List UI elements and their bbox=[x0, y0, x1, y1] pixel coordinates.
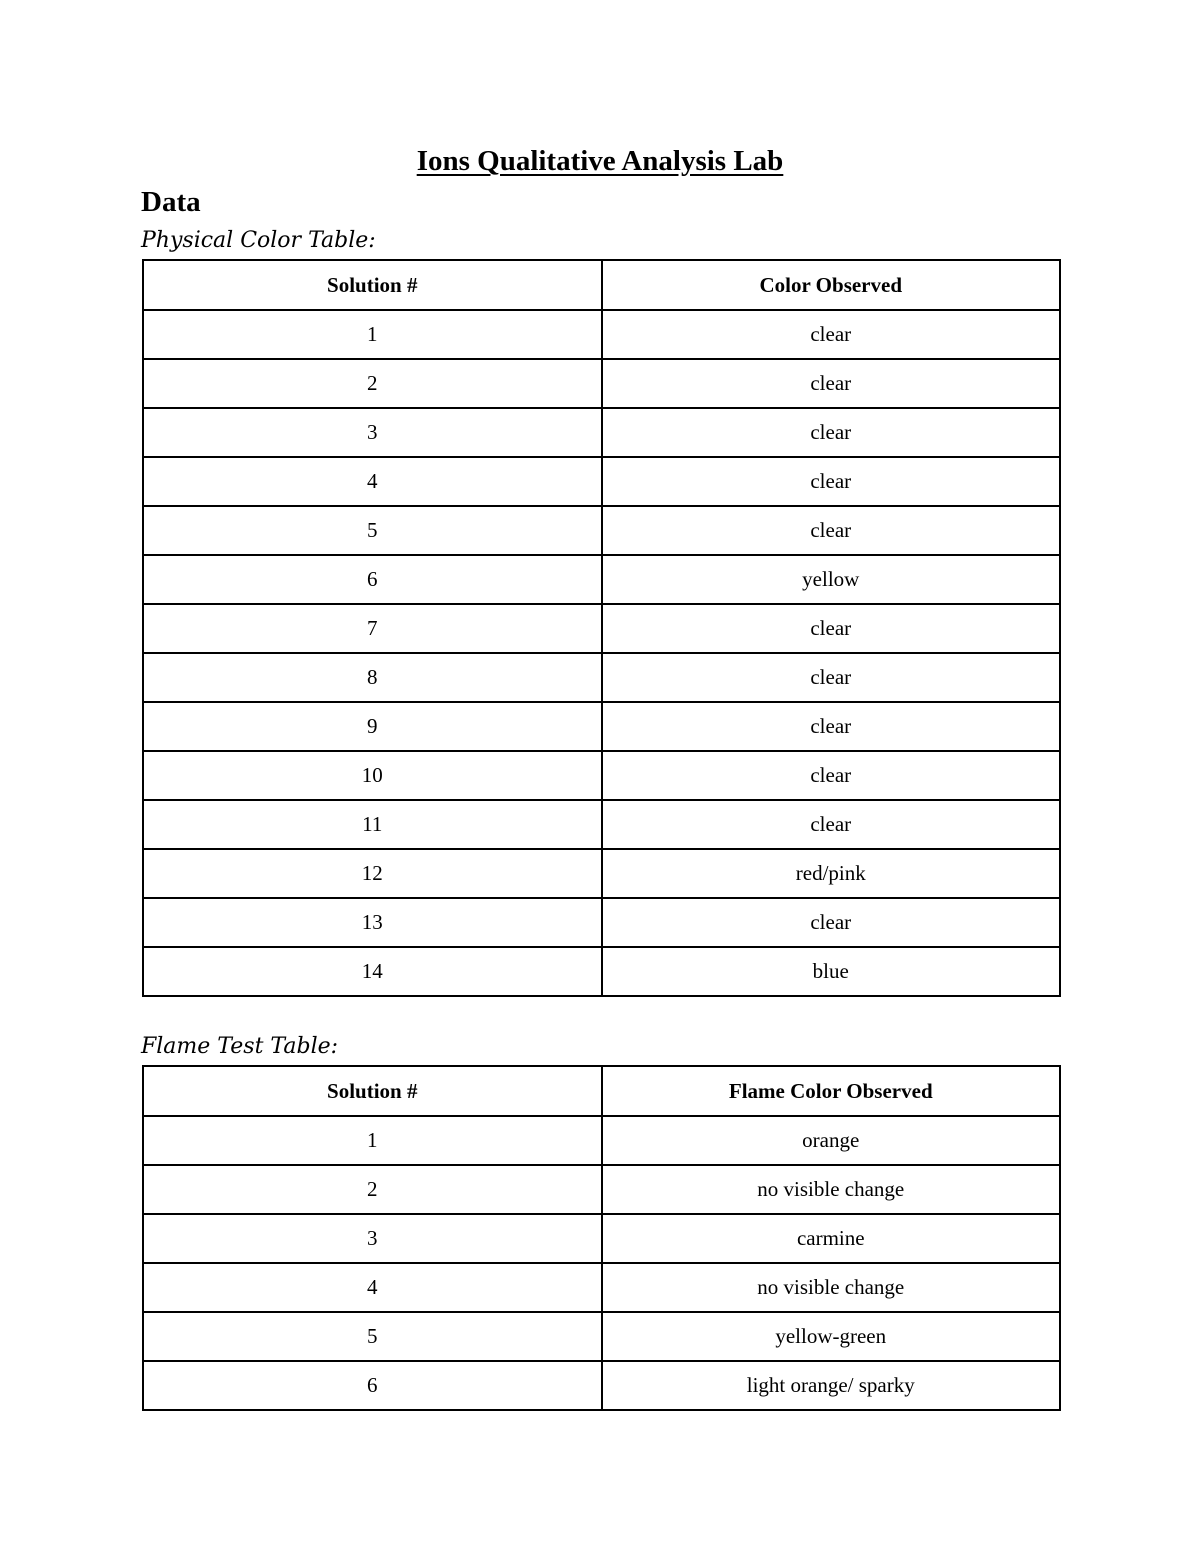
physical-color-table-caption: Physical Color Table: bbox=[141, 228, 376, 253]
solution-number-cell: 11 bbox=[143, 800, 602, 849]
solution-number-cell: 6 bbox=[143, 555, 602, 604]
table-row bbox=[143, 947, 1060, 996]
solution-number-cell: 12 bbox=[143, 849, 602, 898]
table-row bbox=[143, 653, 1060, 702]
solution-number-cell: 8 bbox=[143, 653, 602, 702]
color-observed-cell: clear bbox=[602, 359, 1061, 408]
color-observed-cell: clear bbox=[602, 457, 1061, 506]
solution-number-cell: 6 bbox=[143, 1361, 602, 1410]
table-row bbox=[143, 1116, 1060, 1165]
table-header-row bbox=[143, 260, 1060, 310]
table-row bbox=[143, 604, 1060, 653]
color-observed-cell: clear bbox=[602, 604, 1061, 653]
table-row bbox=[143, 702, 1060, 751]
solution-number-cell: 7 bbox=[143, 604, 602, 653]
table-row bbox=[143, 555, 1060, 604]
solution-number-cell: 5 bbox=[143, 506, 602, 555]
flame-color-cell: no visible change bbox=[602, 1165, 1061, 1214]
color-observed-cell: clear bbox=[602, 800, 1061, 849]
table-row bbox=[143, 1214, 1060, 1263]
table-row bbox=[143, 457, 1060, 506]
color-observed-cell: clear bbox=[602, 653, 1061, 702]
flame-test-table-caption: Flame Test Table: bbox=[141, 1034, 339, 1059]
table-row bbox=[143, 1165, 1060, 1214]
table-row bbox=[143, 898, 1060, 947]
color-observed-cell: red/pink bbox=[602, 849, 1061, 898]
solution-number-cell: 3 bbox=[143, 1214, 602, 1263]
solution-number-cell: 10 bbox=[143, 751, 602, 800]
table-row bbox=[143, 849, 1060, 898]
solution-number-cell: 4 bbox=[143, 457, 602, 506]
color-observed-cell: clear bbox=[602, 506, 1061, 555]
solution-number-cell: 2 bbox=[143, 1165, 602, 1214]
section-heading-data: Data bbox=[141, 186, 201, 218]
table-row bbox=[143, 310, 1060, 359]
column-header-color-observed: Color Observed bbox=[602, 260, 1061, 310]
column-header-solution: Solution # bbox=[143, 1066, 602, 1116]
solution-number-cell: 1 bbox=[143, 1116, 602, 1165]
document-title: Ions Qualitative Analysis Lab bbox=[416, 145, 784, 177]
column-header-flame-color-observed: Flame Color Observed bbox=[602, 1066, 1061, 1116]
table-row bbox=[143, 800, 1060, 849]
flame-test-table bbox=[142, 1065, 1061, 1411]
table-row bbox=[143, 408, 1060, 457]
color-observed-cell: clear bbox=[602, 408, 1061, 457]
flame-color-cell: light orange/ sparky bbox=[602, 1361, 1061, 1410]
flame-color-cell: no visible change bbox=[602, 1263, 1061, 1312]
table-row bbox=[143, 359, 1060, 408]
table-row bbox=[143, 1361, 1060, 1410]
color-observed-cell: blue bbox=[602, 947, 1061, 996]
table-row bbox=[143, 751, 1060, 800]
solution-number-cell: 9 bbox=[143, 702, 602, 751]
solution-number-cell: 1 bbox=[143, 310, 602, 359]
table-row bbox=[143, 1263, 1060, 1312]
table-row bbox=[143, 506, 1060, 555]
color-observed-cell: yellow bbox=[602, 555, 1061, 604]
solution-number-cell: 2 bbox=[143, 359, 602, 408]
flame-color-cell: carmine bbox=[602, 1214, 1061, 1263]
color-observed-cell: clear bbox=[602, 751, 1061, 800]
solution-number-cell: 5 bbox=[143, 1312, 602, 1361]
color-observed-cell: clear bbox=[602, 310, 1061, 359]
flame-color-cell: yellow-green bbox=[602, 1312, 1061, 1361]
solution-number-cell: 3 bbox=[143, 408, 602, 457]
column-header-solution: Solution # bbox=[143, 260, 602, 310]
color-observed-cell: clear bbox=[602, 702, 1061, 751]
physical-color-table bbox=[142, 259, 1061, 997]
flame-color-cell: orange bbox=[602, 1116, 1061, 1165]
solution-number-cell: 4 bbox=[143, 1263, 602, 1312]
solution-number-cell: 13 bbox=[143, 898, 602, 947]
solution-number-cell: 14 bbox=[143, 947, 602, 996]
table-row bbox=[143, 1312, 1060, 1361]
color-observed-cell: clear bbox=[602, 898, 1061, 947]
table-header-row bbox=[143, 1066, 1060, 1116]
